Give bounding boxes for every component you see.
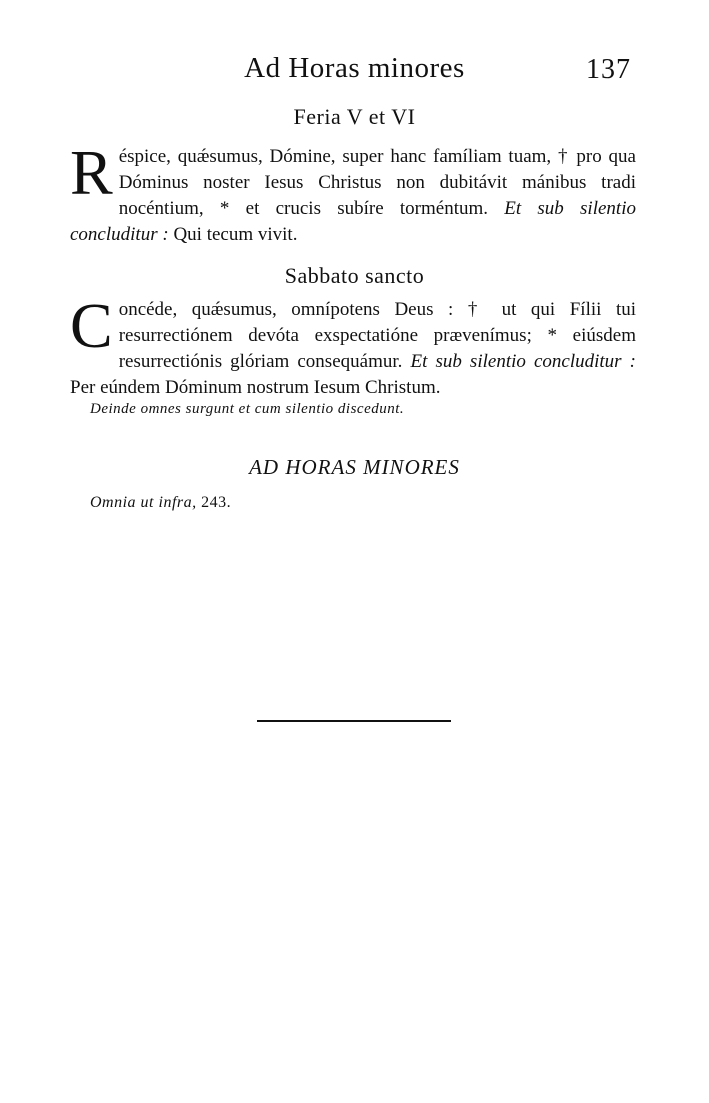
reference-rubric: Omnia ut infra, <box>90 494 197 511</box>
rubric-conclusion: Et sub silentio concluditur : <box>70 198 636 245</box>
dropcap-r: R <box>70 137 113 208</box>
reference-line <box>90 494 231 512</box>
running-head <box>0 50 709 90</box>
prayer-feria <box>70 137 636 248</box>
section-heading-horas: AD HORAS MINORES <box>249 455 460 479</box>
prayer-ending: Per eúndem Dóminum nostrum Iesum Christum. <box>70 377 441 398</box>
dropcap-c: C <box>70 290 113 361</box>
prayer-text: oncéde, quǽsumus, omnípotens Deus : † ut qui Fílii tui resurrectiónem devóta exspectatióne prævenímus; * eiúsdem resurrectiónis glóriam consequámur. <box>118 299 636 372</box>
prayer-ending: Qui tecum vivit. <box>168 224 298 245</box>
section-heading-sabbato: Sabbato sancto <box>284 263 425 288</box>
running-title: Ad Horas minores <box>244 52 465 84</box>
closing-rubric: Deinde omnes surgunt et cum silentio discedunt. <box>90 401 405 417</box>
end-rule <box>257 720 451 722</box>
page-number: 137 <box>586 54 631 85</box>
prayer-sabbato <box>70 290 636 401</box>
prayer-text: éspice, quǽsumus, Dómine, super hanc famíliam tuam, † pro qua Dóminus noster Iesus Christus non dubitávit mánibus tradi nocéntium, * et crucis subíre torméntum. <box>118 146 636 219</box>
rubric-conclusion: Et sub silentio concluditur : <box>410 351 636 372</box>
reference-page: 243. <box>196 494 232 511</box>
section-heading-feria: Feria V et VI <box>293 104 416 129</box>
